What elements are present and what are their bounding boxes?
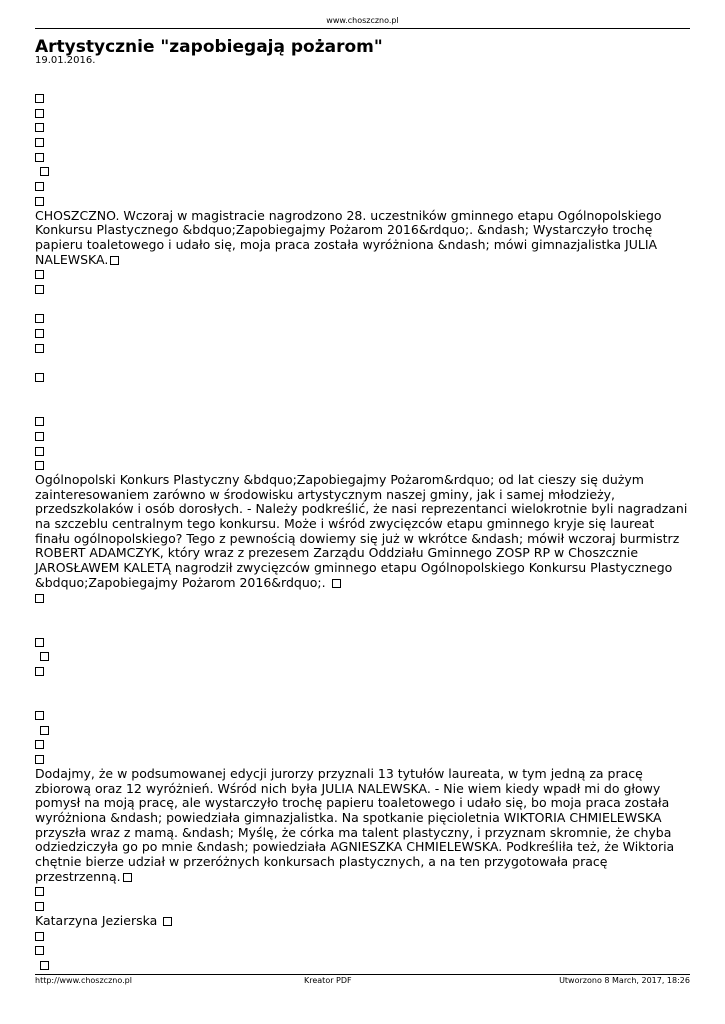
missing-glyph-icon — [35, 153, 44, 162]
missing-glyph-icon — [35, 755, 44, 764]
missing-glyph-icon — [35, 344, 44, 353]
missing-glyph-icon — [40, 167, 49, 176]
missing-glyph-icon — [35, 182, 44, 191]
missing-glyph-icon — [35, 667, 44, 676]
missing-glyph-icon — [35, 138, 44, 147]
article-paragraph-2: Ogólnopolski Konkurs Plastyczny &bdquo;Zapobiegajmy Pożarom&rdquo; od lat cieszy się dużym zainteresowaniem zarówno w środowisku artystycznym naszej gminy, jak i samej młodzieży, przedszkolaków i osób dorosłych. - Należy podkreślić, że nasi reprezentanci wielokrotnie byli nagradzani na szczeblu centralnym tego konkursu. Może i wśród zwycięzców etapu gminnego kryje się laureat finału ogólnopolskiego? Tego z pewnością dowiemy się już w wkrótce &ndash; mówił wczoraj burmistrz ROBERT ADAMCZYK, który wraz z prezesem Zarządu Oddziału Gminnego ZOSP RP w Choszcznie JAROSŁAWEM KALETĄ nagrodził zwycięzców gminnego etapu Ogólnopolskiego Konkursu Plastycznego &bdquo;Zapobiegajmy Pożarom 2016&rdquo;. — [35, 471, 688, 590]
missing-glyph-icon — [35, 432, 44, 441]
bottom-divider — [35, 974, 690, 975]
article-paragraph-1: CHOSZCZNO. Wczoraj w magistracie nagrodzono 28. uczestników gminnego etapu Ogólnopolskiego Konkursu Plastycznego &bdquo;Zapobiegajmy Pożarom 2016&rdquo;. &ndash; Wystarczyło trochę papieru toaletowego i udało się, moja praca została wyróżniona &ndash; mówi gimnazjalistka JULIA NALEWSKA. — [35, 207, 662, 267]
article-title: Artystycznie "zapobiegają pożarom" — [35, 37, 383, 57]
missing-glyph-icon — [35, 461, 44, 470]
missing-glyph-icon — [123, 873, 132, 882]
missing-glyph-icon — [35, 197, 44, 206]
footer-timestamp: Utworzono 8 March, 2017, 18:26 — [559, 976, 690, 985]
header-url: www.choszczno.pl — [326, 16, 399, 25]
missing-glyph-icon — [35, 594, 44, 603]
missing-glyph-icon — [35, 447, 44, 456]
missing-glyph-icon — [35, 109, 44, 118]
missing-glyph-icon — [35, 94, 44, 103]
missing-glyph-icon — [35, 329, 44, 338]
missing-glyph-icon — [35, 638, 44, 647]
article-body — [35, 91, 690, 973]
missing-glyph-icon — [35, 417, 44, 426]
missing-glyph-icon — [163, 917, 172, 926]
top-divider — [35, 28, 690, 29]
missing-glyph-icon — [35, 902, 44, 911]
missing-glyph-icon — [35, 314, 44, 323]
missing-glyph-icon — [35, 740, 44, 749]
footer-generator: Kreator PDF — [304, 976, 352, 985]
missing-glyph-icon — [332, 579, 341, 588]
missing-glyph-icon — [35, 711, 44, 720]
missing-glyph-icon — [35, 285, 44, 294]
article-paragraph-3: Dodajmy, że w podsumowanej edycji jurorzy przyznali 13 tytułów laureata, w tym jedną za pracę zbiorową oraz 12 wyróżnień. Wśród nich była JULIA NALEWSKA. - Nie wiem kiedy wpadł mi do głowy pomysł na moją pracę, ale wystarczyło trochę papieru toaletowego i udało się, bo moja praca została wyróżniona &ndash; powiedziała gimnazjalistka. Na spotkanie pięcioletnia WIKTORIA CHMIELEWSKA przyszła wraz z mamą. &ndash; Myślę, że córka ma talent plastyczny, i przyznam skromnie, że chyba odziedziczyła go po mnie &ndash; powiedziała AGNIESZKA CHMIELEWSKA. Podkreśliła też, że Wiktoria chętnie bierze udział w przeróżnych konkursach plastycznych, a na ten przygotowała pracę przestrzenną. — [35, 765, 675, 884]
footer-link[interactable]: http://www.choszczno.pl — [35, 976, 132, 985]
missing-glyph-icon — [40, 961, 49, 970]
missing-glyph-icon — [40, 652, 49, 661]
missing-glyph-icon — [40, 726, 49, 735]
missing-glyph-icon — [35, 123, 44, 132]
missing-glyph-icon — [110, 256, 119, 265]
article-date: 19.01.2016. — [35, 55, 96, 66]
missing-glyph-icon — [35, 373, 44, 382]
missing-glyph-icon — [35, 932, 44, 941]
missing-glyph-icon — [35, 270, 44, 279]
article-author: Katarzyna Jezierska — [35, 912, 158, 928]
missing-glyph-icon — [35, 946, 44, 955]
missing-glyph-icon — [35, 887, 44, 896]
